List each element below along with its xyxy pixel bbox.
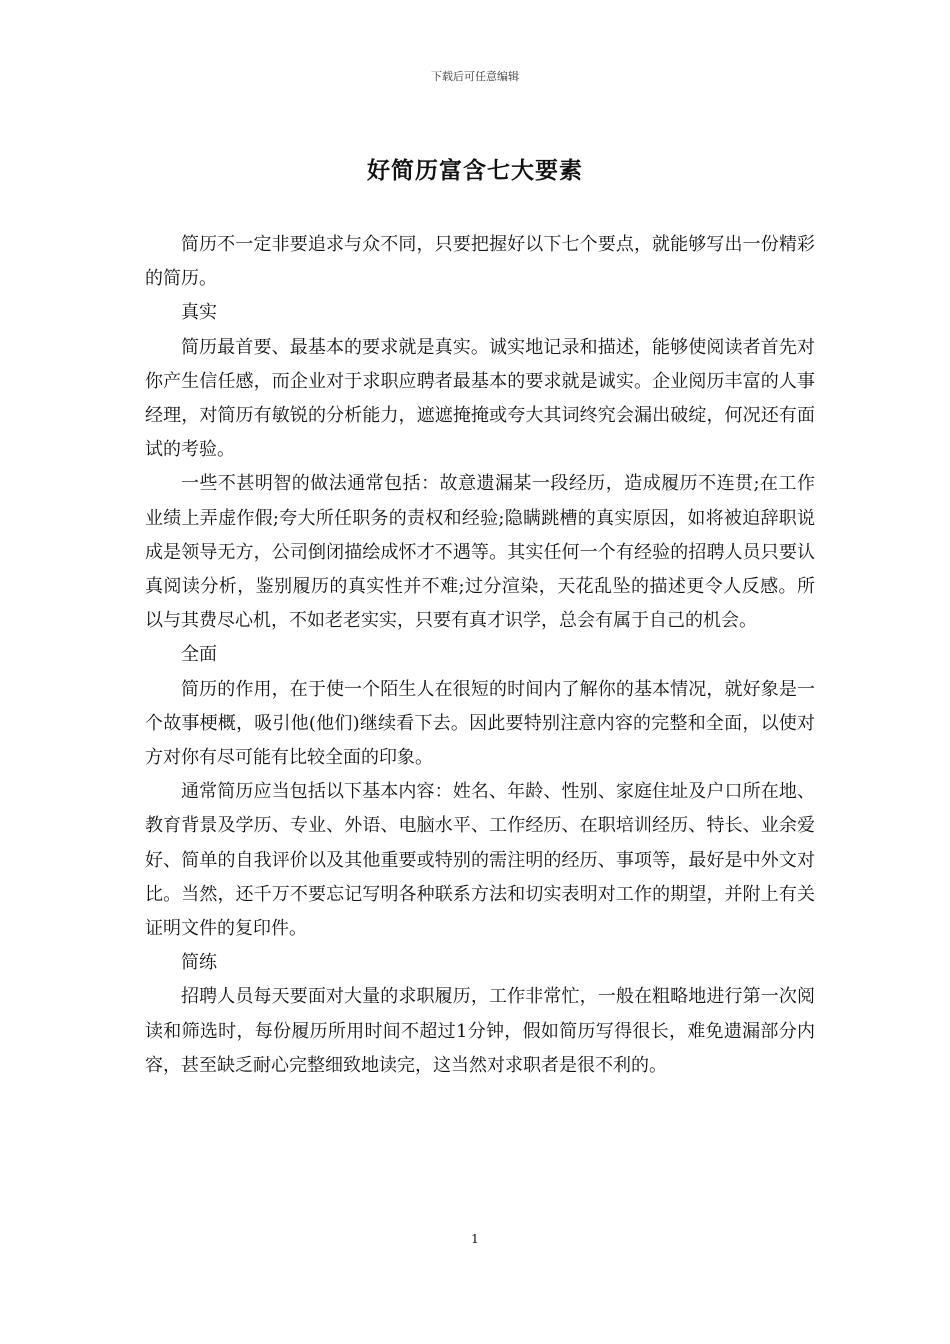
- intro-paragraph: 简历不一定非要追求与众不同，只要把握好以下七个要点，就能够写出一份精彩的简历。: [145, 234, 815, 290]
- section-heading-comprehensive: 全面: [181, 644, 217, 666]
- body-paragraph: 通常简历应当包括以下基本内容：姓名、年龄、性别、家庭住址及户口所在地、教育背景及学历、专业、外语、电脑水平、工作经历、在职培训经历、特长、业余爱好、简单的自我评价以及其他重要或特别的需注明的经历、事项等，最好是中外文对比。当然，还千万不要忘记写明各种联系方法和切实表明对工作的期望，并附上有关证明文件的复印件。: [145, 781, 815, 940]
- page-number: 1: [471, 1232, 479, 1246]
- header-note: 下载后可任意编辑: [431, 70, 519, 83]
- section-heading-concise: 简练: [181, 952, 217, 974]
- section-heading-truthful: 真实: [181, 302, 217, 324]
- body-paragraph: 招聘人员每天要面对大量的求职履历，工作非常忙，一般在粗略地进行第一次阅读和筛选时，每份履历所用时间不超过1分钟，假如简历写得很长，难免遗漏部分内容，甚至缺乏耐心完整细致地读完，这当然对求职者是很不利的。: [145, 986, 815, 1076]
- body-paragraph: 简历最首要、最基本的要求就是真实。诚实地记录和描述，能够使阅读者首先对你产生信任感，而企业对于求职应聘者最基本的要求就是诚实。企业阅历丰富的人事经理，对简历有敏锐的分析能力，遮遮掩掩或夸大其词终究会漏出破绽，何况还有面试的考验。: [145, 336, 815, 461]
- body-paragraph: 一些不甚明智的做法通常包括：故意遗漏某一段经历，造成履历不连贯;在工作业绩上弄虚作假;夸大所任职务的责权和经验;隐瞒跳槽的真实原因，如将被迫辞职说成是领导无方，公司倒闭描绘成怀才不遇等。其实任何一个有经验的招聘人员只要认真阅读分析，鉴别履历的真实性并不难;过分渲染，天花乱坠的描述更令人反感。所以与其费尽心机，不如老老实实，只要有真才识学，总会有属于自己的机会。: [145, 473, 815, 632]
- page-title: 好简历富含七大要素: [367, 157, 583, 184]
- document-body: [145, 228, 815, 1083]
- body-paragraph: 简历的作用，在于使一个陌生人在很短的时间内了解你的基本情况，就好象是一个故事梗概，吸引他(他们)继续看下去。因此要特别注意内容的完整和全面，以使对方对你有尽可能有比较全面的印象。: [145, 678, 815, 769]
